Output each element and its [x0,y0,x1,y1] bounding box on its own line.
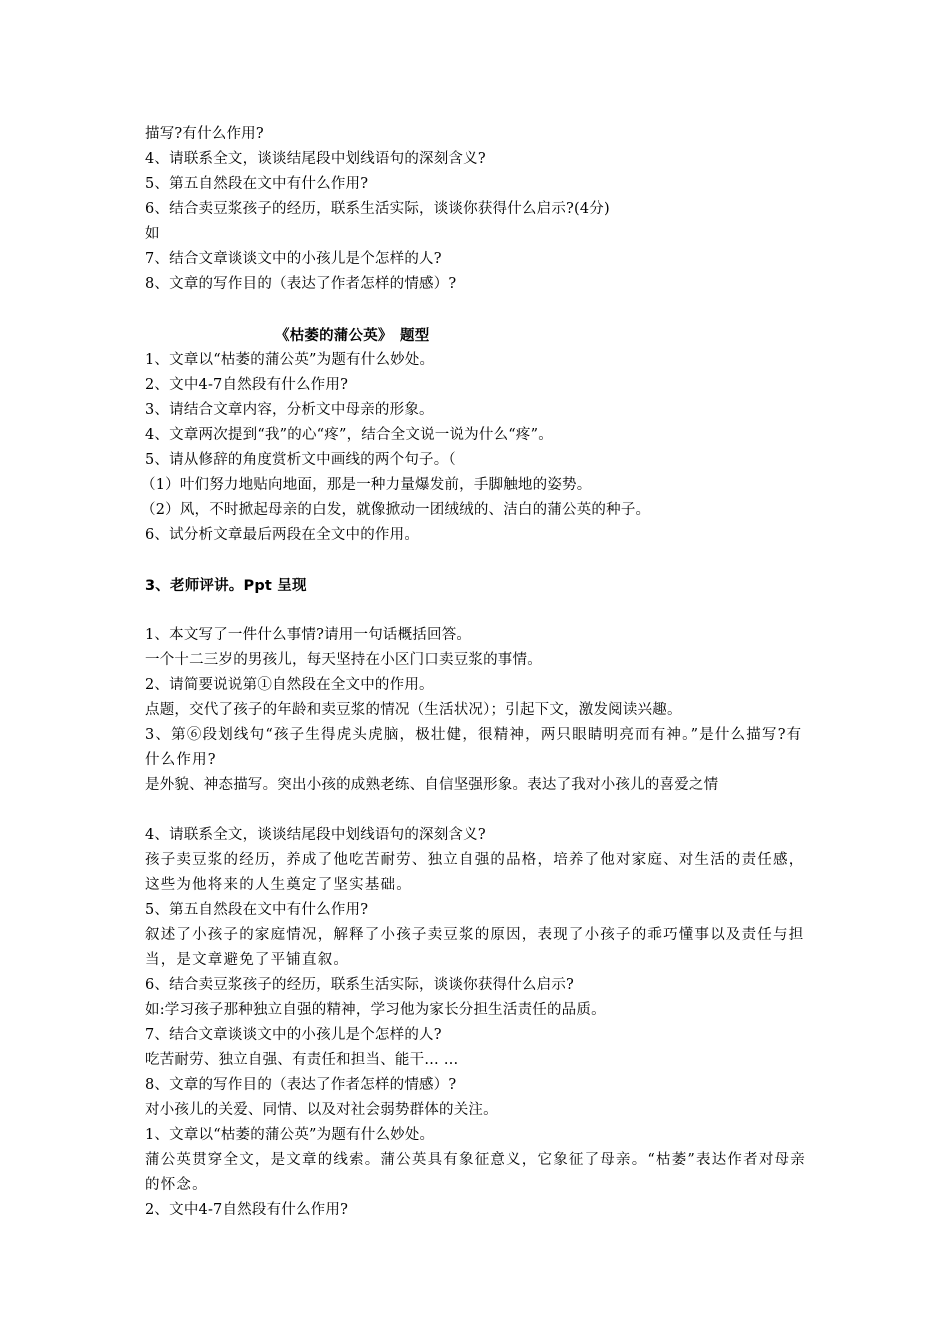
text-line: （1）叶们努力地贴向地面，那是一种力量爆发前，手脚触地的姿势。 [141,477,592,493]
text-line: 描写?有什么作用? [145,126,264,142]
question-line: 7、结合文章谈谈文中的小孩儿是个怎样的人? [145,1027,442,1043]
text-line: 3、请结合文章内容，分析文中母亲的形象。 [145,402,434,418]
question-list-1 [145,122,815,297]
answer-line: 对小孩儿的关爱、同情、以及对社会弱势群体的关注。 [145,1102,498,1118]
answer-line: 叙述了小孩子的家庭情况，解释了小孩子卖豆浆的原因，表现了小孩子的乖巧懂事以及责任与担当，是文章避免了平铺直叙。 [145,927,805,968]
question-line: 6、结合卖豆浆孩子的经历，联系生活实际，谈谈你获得什么启示? [145,977,574,993]
section-title: 《枯萎的蒲公英》 题型 [275,327,430,344]
text-line: 6、试分析文章最后两段在全文中的作用。 [145,527,420,543]
text-line: 4、请联系全文，谈谈结尾段中划线语句的深刻含义? [145,151,486,167]
blank-line [145,798,815,823]
question-list-2 [141,323,815,548]
text-line: （2）风，不时掀起母亲的白发，就像掀动一团绒绒的、洁白的蒲公英的种子。 [141,502,651,518]
text-line: 6、结合卖豆浆孩子的经历，联系生活实际，谈谈你获得什么启示?(4分) [145,201,610,217]
question-line: 1、本文写了一件什么事情?请用一句话概括回答。 [145,627,472,643]
section-heading-block [145,574,815,599]
text-line: 2、文中4-7自然段有什么作用? [145,377,349,393]
text-line: 5、第五自然段在文中有什么作用? [145,176,369,192]
question-line: 3、第⑥段划线句“孩子生得虎头虎脑，极壮健，很精神，两只眼睛明亮而有神。”是什么描写?有什么作用? [145,727,803,768]
answer-line: 点题，交代了孩子的年龄和卖豆浆的情况（生活状况）；引起下文，激发阅读兴趣。 [145,702,682,718]
question-line: 8、文章的写作目的（表达了作者怎样的情感）? [145,1077,457,1093]
text-line: 7、结合文章谈谈文中的小孩儿是个怎样的人? [145,251,442,267]
answer-line: 孩子卖豆浆的经历，养成了他吃苦耐劳、独立自强的品格，培养了他对家庭、对生活的责任感，这些为他将来的人生奠定了坚实基础。 [145,852,805,893]
section-heading: 3、老师评讲。Ppt 呈现 [145,578,307,594]
answer-list [145,623,815,1223]
text-line: 8、文章的写作目的（表达了作者怎样的情感）? [145,276,457,292]
question-line: 1、文章以“枯萎的蒲公英”为题有什么妙处。 [145,1127,435,1143]
question-line: 2、文中4-7自然段有什么作用? [145,1202,349,1218]
question-line: 4、请联系全文，谈谈结尾段中划线语句的深刻含义? [145,827,486,843]
text-line: 5、请从修辞的角度赏析文中画线的两个句子。（ [145,452,456,468]
answer-line: 是外貌、神态描写。突出小孩的成熟老练、自信坚强形象。表达了我对小孩儿的喜爱之情 [145,777,719,793]
question-line: 5、第五自然段在文中有什么作用? [145,902,369,918]
answer-line: 吃苦耐劳、独立自强、有责任和担当、能干… … [145,1052,459,1068]
text-line: 如 [145,226,160,242]
question-line: 2、请简要说说第①自然段在全文中的作用。 [145,677,434,693]
answer-line: 一个十二三岁的男孩儿，每天坚持在小区门口卖豆浆的事情。 [145,652,542,668]
text-line: 1、文章以“枯萎的蒲公英”为题有什么妙处。 [145,352,435,368]
answer-line: 蒲公英贯穿全文，是文章的线索。蒲公英具有象征意义，它象征了母亲。“枯萎”表达作者对母亲的怀念。 [145,1152,806,1193]
answer-line: 如:学习孩子那种独立自强的精神，学习他为家长分担生活责任的品质。 [145,1002,606,1018]
text-line: 4、文章两次提到“我”的心“疼”，结合全文说一说为什么“疼”。 [145,427,553,443]
